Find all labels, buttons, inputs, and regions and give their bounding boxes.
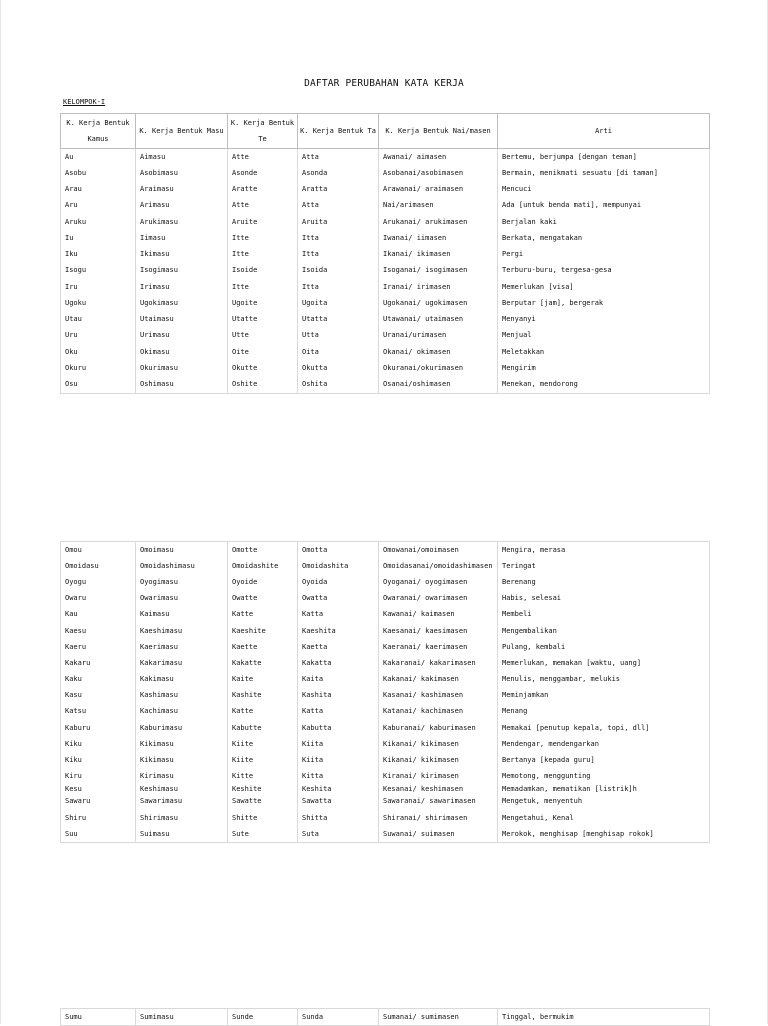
cell-kamus: Kiru	[61, 769, 136, 785]
cell-masu: Kakimasu	[136, 672, 228, 688]
cell-ta: Okutta	[298, 360, 379, 376]
cell-arti: Mendengar, mendengarkan	[498, 736, 710, 752]
cell-te: Sute	[228, 826, 298, 843]
cell-te: Shitte	[228, 810, 298, 826]
cell-ta: Omotta	[298, 542, 379, 559]
cell-nai-masen: Iranai/ irimasen	[379, 279, 498, 295]
table-row	[61, 165, 710, 181]
cell-kamus: Isogu	[61, 263, 136, 279]
cell-arti: Membeli	[498, 607, 710, 623]
cell-masu: Kaimasu	[136, 607, 228, 623]
cell-kamus: Iku	[61, 247, 136, 263]
cell-nai-masen: Ugokanai/ ugokimasen	[379, 295, 498, 311]
cell-kamus: Arau	[61, 182, 136, 198]
cell-kamus: Sumu	[61, 1009, 136, 1026]
cell-te: Okutte	[228, 360, 298, 376]
cell-nai-masen: Kawanai/ kaimasen	[379, 607, 498, 623]
cell-nai-masen: Okanai/ okimasen	[379, 344, 498, 360]
cell-te: Oyoide	[228, 574, 298, 590]
cell-ta: Sunda	[298, 1009, 379, 1026]
cell-nai-masen: Kikanai/ kikimasen	[379, 752, 498, 768]
cell-masu: Kirimasu	[136, 769, 228, 785]
cell-masu: Ugokimasu	[136, 295, 228, 311]
cell-ta: Kaeshita	[298, 623, 379, 639]
cell-arti: Bertemu, berjumpa [dengan teman]	[498, 149, 710, 166]
cell-kamus: Iru	[61, 279, 136, 295]
cell-masu: Arukimasu	[136, 214, 228, 230]
cell-masu: Kaburimasu	[136, 720, 228, 736]
cell-ta: Omoidashita	[298, 558, 379, 574]
cell-te: Utatte	[228, 312, 298, 328]
cell-masu: Kikimasu	[136, 752, 228, 768]
table-row	[61, 295, 710, 311]
verb-table-1	[60, 113, 710, 394]
cell-arti: Pulang, kembali	[498, 639, 710, 655]
cell-arti: Mengetuk, menyentuh	[498, 794, 710, 810]
table-row	[61, 752, 710, 768]
cell-arti: Memakai [penutup kepala, topi, dll]	[498, 720, 710, 736]
cell-arti: Meletakkan	[498, 344, 710, 360]
cell-ta: Oshita	[298, 377, 379, 394]
cell-ta: Kabutta	[298, 720, 379, 736]
cell-arti: Mengembalikan	[498, 623, 710, 639]
table-row	[61, 279, 710, 295]
cell-nai-masen: Shiranai/ shirimasen	[379, 810, 498, 826]
cell-ta: Kiita	[298, 736, 379, 752]
cell-kamus: Au	[61, 149, 136, 166]
cell-nai-masen: Suwanai/ suimasen	[379, 826, 498, 843]
cell-arti: Merokok, menghisap [menghisap rokok]	[498, 826, 710, 843]
cell-kamus: Suu	[61, 826, 136, 843]
cell-ta: Sawatta	[298, 794, 379, 810]
cell-te: Itte	[228, 279, 298, 295]
cell-ta: Utatta	[298, 312, 379, 328]
cell-arti: Meminjamkan	[498, 688, 710, 704]
cell-nai-masen: Owaranai/ owarimasen	[379, 591, 498, 607]
cell-te: Oite	[228, 344, 298, 360]
cell-te: Kaette	[228, 639, 298, 655]
cell-ta: Owatta	[298, 591, 379, 607]
table-row	[61, 639, 710, 655]
verb-table-2	[60, 541, 710, 843]
cell-arti: Berjalan kaki	[498, 214, 710, 230]
cell-arti: Tinggal, bermukim	[498, 1009, 710, 1026]
cell-kamus: Okuru	[61, 360, 136, 376]
cell-ta: Atta	[298, 198, 379, 214]
cell-kamus: Aruku	[61, 214, 136, 230]
cell-te: Katte	[228, 607, 298, 623]
cell-ta: Katta	[298, 704, 379, 720]
cell-nai-masen: Okuranai/okurimasen	[379, 360, 498, 376]
cell-nai-masen: Sawaranai/ sawarimasen	[379, 794, 498, 810]
cell-nai-masen: Kiranai/ kirimasen	[379, 769, 498, 785]
table-row	[61, 607, 710, 623]
table-row	[61, 198, 710, 214]
cell-kamus: Kasu	[61, 688, 136, 704]
cell-te: Aratte	[228, 182, 298, 198]
group-label: KELOMPOK-I	[63, 98, 106, 106]
cell-masu: Okurimasu	[136, 360, 228, 376]
cell-te: Itte	[228, 247, 298, 263]
cell-ta: Keshita	[298, 785, 379, 794]
cell-arti: Mengirim	[498, 360, 710, 376]
cell-nai-masen: Kakaranai/ kakarimasen	[379, 655, 498, 671]
table-row	[61, 574, 710, 590]
cell-ta: Utta	[298, 328, 379, 344]
cell-te: Oshite	[228, 377, 298, 394]
header-kamus: K. Kerja Bentuk Kamus	[61, 114, 136, 149]
cell-kamus: Omoidasu	[61, 558, 136, 574]
cell-ta: Aratta	[298, 182, 379, 198]
cell-masu: Keshimasu	[136, 785, 228, 794]
table-row	[61, 542, 710, 559]
cell-arti: Berkata, mengatakan	[498, 230, 710, 246]
cell-kamus: Omou	[61, 542, 136, 559]
table-row	[61, 312, 710, 328]
cell-te: Sunde	[228, 1009, 298, 1026]
cell-masu: Iimasu	[136, 230, 228, 246]
cell-arti: Memerlukan [visa]	[498, 279, 710, 295]
cell-ta: Aruita	[298, 214, 379, 230]
cell-te: Omoidashite	[228, 558, 298, 574]
cell-masu: Irimasu	[136, 279, 228, 295]
cell-masu: Kaerimasu	[136, 639, 228, 655]
cell-nai-masen: Kikanai/ kikimasen	[379, 736, 498, 752]
cell-kamus: Osu	[61, 377, 136, 394]
cell-te: Aruite	[228, 214, 298, 230]
cell-arti: Ada [untuk benda mati], mempunyai	[498, 198, 710, 214]
cell-arti: Menekan, mendorong	[498, 377, 710, 394]
cell-kamus: Iu	[61, 230, 136, 246]
table-row	[61, 736, 710, 752]
header-masu: K. Kerja Bentuk Masu	[136, 114, 228, 149]
table-row	[61, 810, 710, 826]
cell-ta: Kitta	[298, 769, 379, 785]
cell-nai-masen: Kakanai/ kakimasen	[379, 672, 498, 688]
cell-nai-masen: Kaburanai/ kaburimasen	[379, 720, 498, 736]
cell-te: Asonde	[228, 165, 298, 181]
cell-kamus: Kaburu	[61, 720, 136, 736]
header-nai-masen: K. Kerja Bentuk Nai/masen	[379, 114, 498, 149]
table-row	[61, 826, 710, 843]
table-row	[61, 263, 710, 279]
cell-nai-masen: Kesanai/ keshimasen	[379, 785, 498, 794]
table-row	[61, 149, 710, 166]
cell-arti: Memerlukan, memakan [waktu, uang]	[498, 655, 710, 671]
cell-nai-masen: Uranai/urimasen	[379, 328, 498, 344]
cell-ta: Shitta	[298, 810, 379, 826]
cell-kamus: Kiku	[61, 736, 136, 752]
cell-masu: Kachimasu	[136, 704, 228, 720]
document-title: DAFTAR PERUBAHAN KATA KERJA	[304, 78, 464, 89]
cell-kamus: Shiru	[61, 810, 136, 826]
cell-te: Kaeshite	[228, 623, 298, 639]
cell-te: Kitte	[228, 769, 298, 785]
cell-masu: Urimasu	[136, 328, 228, 344]
cell-ta: Asonda	[298, 165, 379, 181]
cell-masu: Kashimasu	[136, 688, 228, 704]
cell-kamus: Sawaru	[61, 794, 136, 810]
cell-kamus: Asobu	[61, 165, 136, 181]
cell-nai-masen: Isoganai/ isogimasen	[379, 263, 498, 279]
cell-arti: Menyanyi	[498, 312, 710, 328]
cell-ta: Oita	[298, 344, 379, 360]
cell-arti: Habis, selesai	[498, 591, 710, 607]
table-row	[61, 672, 710, 688]
cell-kamus: Uru	[61, 328, 136, 344]
table-row	[61, 230, 710, 246]
cell-te: Atte	[228, 198, 298, 214]
cell-arti: Mengira, merasa	[498, 542, 710, 559]
cell-te: Ugoite	[228, 295, 298, 311]
cell-nai-masen: Sumanai/ sumimasen	[379, 1009, 498, 1026]
cell-kamus: Kesu	[61, 785, 136, 794]
cell-te: Isoide	[228, 263, 298, 279]
cell-arti: Berputar [jam], bergerak	[498, 295, 710, 311]
cell-masu: Ikimasu	[136, 247, 228, 263]
cell-kamus: Kaeru	[61, 639, 136, 655]
cell-arti: Memadamkan, mematikan [listrik]h	[498, 785, 710, 794]
cell-masu: Sawarimasu	[136, 794, 228, 810]
table-row	[61, 785, 710, 794]
cell-arti: Menulis, menggambar, melukis	[498, 672, 710, 688]
header-te: K. Kerja Bentuk Te	[228, 114, 298, 149]
cell-masu: Kakarimasu	[136, 655, 228, 671]
cell-ta: Itta	[298, 279, 379, 295]
cell-te: Kakatte	[228, 655, 298, 671]
cell-kamus: Kiku	[61, 752, 136, 768]
cell-ta: Kaetta	[298, 639, 379, 655]
cell-kamus: Owaru	[61, 591, 136, 607]
cell-nai-masen: Nai/arimasen	[379, 198, 498, 214]
table-row	[61, 377, 710, 394]
cell-masu: Omoidashimasu	[136, 558, 228, 574]
cell-ta: Suta	[298, 826, 379, 843]
table-row	[61, 247, 710, 263]
cell-nai-masen: Omoidasanai/omoidashimasen	[379, 558, 498, 574]
table-row	[61, 182, 710, 198]
page-left-edge	[0, 0, 1, 1024]
cell-masu: Okimasu	[136, 344, 228, 360]
cell-ta: Kakatta	[298, 655, 379, 671]
cell-ta: Kiita	[298, 752, 379, 768]
cell-masu: Isogimasu	[136, 263, 228, 279]
cell-masu: Suimasu	[136, 826, 228, 843]
cell-ta: Atta	[298, 149, 379, 166]
cell-nai-masen: Osanai/oshimasen	[379, 377, 498, 394]
cell-arti: Teringat	[498, 558, 710, 574]
cell-nai-masen: Asobanai/asobimasen	[379, 165, 498, 181]
cell-te: Katte	[228, 704, 298, 720]
table-row	[61, 558, 710, 574]
cell-te: Atte	[228, 149, 298, 166]
cell-arti: Bertanya [kepada guru]	[498, 752, 710, 768]
cell-masu: Sumimasu	[136, 1009, 228, 1026]
cell-nai-masen: Omowanai/omoimasen	[379, 542, 498, 559]
cell-ta: Itta	[298, 230, 379, 246]
cell-masu: Araimasu	[136, 182, 228, 198]
cell-ta: Isoida	[298, 263, 379, 279]
cell-nai-masen: Ikanai/ ikimasen	[379, 247, 498, 263]
table-row	[61, 328, 710, 344]
cell-te: Kaite	[228, 672, 298, 688]
verb-table-3	[60, 1008, 710, 1026]
table-row	[61, 688, 710, 704]
cell-masu: Asobimasu	[136, 165, 228, 181]
table-row	[61, 591, 710, 607]
cell-kamus: Katsu	[61, 704, 136, 720]
cell-ta: Itta	[298, 247, 379, 263]
cell-arti: Terburu-buru, tergesa-gesa	[498, 263, 710, 279]
cell-arti: Memotong, menggunting	[498, 769, 710, 785]
cell-nai-masen: Oyoganai/ oyogimasen	[379, 574, 498, 590]
table-row	[61, 214, 710, 230]
cell-te: Kashite	[228, 688, 298, 704]
cell-arti: Berenang	[498, 574, 710, 590]
header-arti: Arti	[498, 114, 710, 149]
cell-masu: Kaeshimasu	[136, 623, 228, 639]
cell-kamus: Oku	[61, 344, 136, 360]
cell-nai-masen: Awanai/ aimasen	[379, 149, 498, 166]
cell-arti: Menang	[498, 704, 710, 720]
cell-te: Keshite	[228, 785, 298, 794]
cell-nai-masen: Utawanai/ utaimasen	[379, 312, 498, 328]
cell-masu: Arimasu	[136, 198, 228, 214]
table-row	[61, 344, 710, 360]
cell-nai-masen: Katanai/ kachimasen	[379, 704, 498, 720]
cell-ta: Ugoita	[298, 295, 379, 311]
cell-arti: Pergi	[498, 247, 710, 263]
cell-masu: Owarimasu	[136, 591, 228, 607]
cell-masu: Kikimasu	[136, 736, 228, 752]
cell-nai-masen: Iwanai/ iimasen	[379, 230, 498, 246]
cell-kamus: Kau	[61, 607, 136, 623]
cell-te: Kabutte	[228, 720, 298, 736]
cell-te: Utte	[228, 328, 298, 344]
table-row	[61, 720, 710, 736]
cell-arti: Bermain, menikmati sesuatu [di taman]	[498, 165, 710, 181]
cell-masu: Aimasu	[136, 149, 228, 166]
cell-masu: Shirimasu	[136, 810, 228, 826]
cell-kamus: Kaesu	[61, 623, 136, 639]
cell-te: Sawatte	[228, 794, 298, 810]
cell-kamus: Kaku	[61, 672, 136, 688]
cell-masu: Oshimasu	[136, 377, 228, 394]
table-row	[61, 704, 710, 720]
cell-kamus: Ugoku	[61, 295, 136, 311]
table-row	[61, 360, 710, 376]
cell-masu: Omoimasu	[136, 542, 228, 559]
cell-ta: Kaita	[298, 672, 379, 688]
cell-nai-masen: Kasanai/ kashimasen	[379, 688, 498, 704]
cell-ta: Oyoida	[298, 574, 379, 590]
cell-ta: Katta	[298, 607, 379, 623]
cell-masu: Oyogimasu	[136, 574, 228, 590]
table-header-row	[61, 114, 710, 149]
cell-kamus: Oyogu	[61, 574, 136, 590]
table-row	[61, 794, 710, 810]
cell-kamus: Aru	[61, 198, 136, 214]
cell-te: Kiite	[228, 752, 298, 768]
header-ta: K. Kerja Bentuk Ta	[298, 114, 379, 149]
cell-te: Omotte	[228, 542, 298, 559]
cell-arti: Mencuci	[498, 182, 710, 198]
table-row	[61, 769, 710, 785]
cell-te: Itte	[228, 230, 298, 246]
cell-nai-masen: Arawanai/ araimasen	[379, 182, 498, 198]
cell-te: Owatte	[228, 591, 298, 607]
table-row	[61, 655, 710, 671]
cell-arti: Menjual	[498, 328, 710, 344]
cell-te: Kiite	[228, 736, 298, 752]
cell-kamus: Kakaru	[61, 655, 136, 671]
cell-nai-masen: Kaeranai/ kaerimasen	[379, 639, 498, 655]
table-row	[61, 623, 710, 639]
cell-nai-masen: Arukanai/ arukimasen	[379, 214, 498, 230]
table-row	[61, 1009, 710, 1026]
cell-nai-masen: Kaesanai/ kaesimasen	[379, 623, 498, 639]
cell-arti: Mengetahui, Kenal	[498, 810, 710, 826]
cell-ta: Kashita	[298, 688, 379, 704]
cell-kamus: Utau	[61, 312, 136, 328]
cell-masu: Utaimasu	[136, 312, 228, 328]
